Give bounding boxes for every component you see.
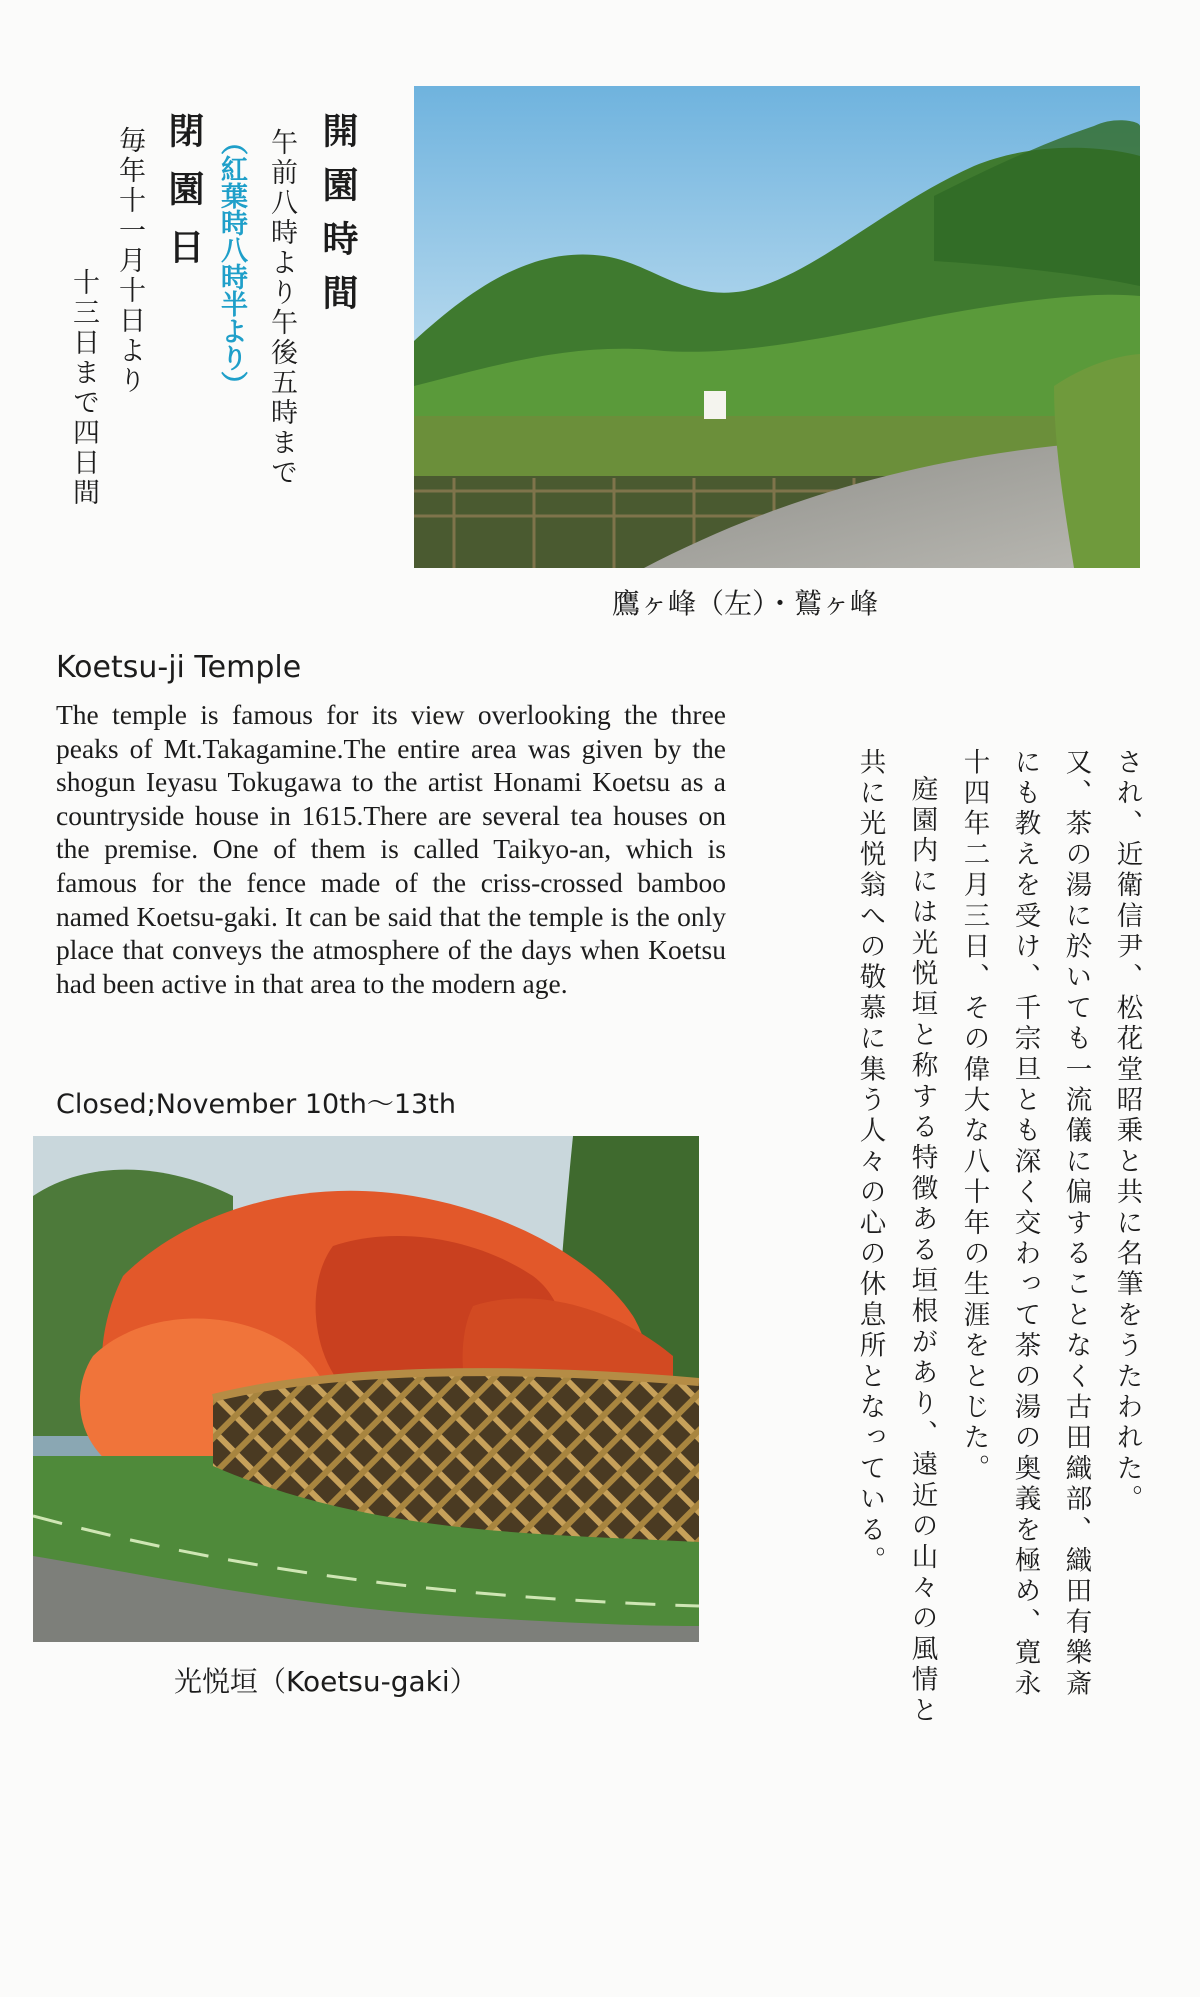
mountains-caption: 鷹ヶ峰（左）・鷲ヶ峰: [612, 587, 879, 620]
closed-days-text-line2: 十三日まで四日間: [68, 268, 99, 508]
japanese-text-column-3: にも教えを受け、千宗旦とも深く交わって茶の湯の奥義を極め、寛永: [1009, 748, 1041, 1700]
koetsu-fence-photo: [33, 1136, 699, 1642]
koetsu-fence-caption: 光悦垣（Koetsu-gaki）: [174, 1665, 478, 1698]
japanese-text-column-4: 十四年二月三日、その偉大な八十年の生涯をとじた。: [958, 748, 990, 1485]
mountains-illustration: [414, 86, 1140, 568]
mountains-photo: [414, 86, 1140, 568]
japanese-text-column-1: され、近衛信尹、松花堂昭乗と共に名筆をうたわれた。: [1111, 748, 1143, 1516]
closed-days-text-line1: 毎年十一月十日より: [114, 126, 145, 396]
japanese-text-column-5: 庭園内には光悦垣と称する特徴ある垣根があり、遠近の山々の風情と: [906, 775, 938, 1727]
japanese-text-column-2: 又、茶の湯に於いても一流儀に偏することなく古田織部、織田有樂斎: [1060, 748, 1092, 1700]
opening-hours-heading: 開園時間: [317, 112, 358, 328]
english-body: The temple is famous for its view overlooking the three peaks of Mt.Takagamine.The entire area was given by the shogun Ieyasu Tokugawa to the artist Honami Koetsu as a countryside house in 1615.There are several tea houses on the premise. One of them is called Taikyo-an, which is famous for the fence made of the criss-crossed bamboo named Koetsu-gaki. It can be said that the temple is the only place that conveys the atmosphere of the days when Koetsu had been active in that area to the modern age.: [56, 699, 726, 999]
closed-days-heading: 閉園日: [163, 112, 204, 286]
english-closed-days: Closed;November 10th～13th: [56, 1089, 456, 1120]
opening-hours-text: 午前八時より午後五時まで: [266, 128, 297, 488]
english-title: Koetsu-ji Temple: [56, 650, 302, 685]
fence-illustration: [33, 1136, 699, 1642]
autumn-hours-note: （紅葉時八時半より）: [216, 128, 247, 398]
japanese-text-column-6: 共に光悦翁への敬慕に集う人々の心の休息所となっている。: [854, 748, 886, 1577]
